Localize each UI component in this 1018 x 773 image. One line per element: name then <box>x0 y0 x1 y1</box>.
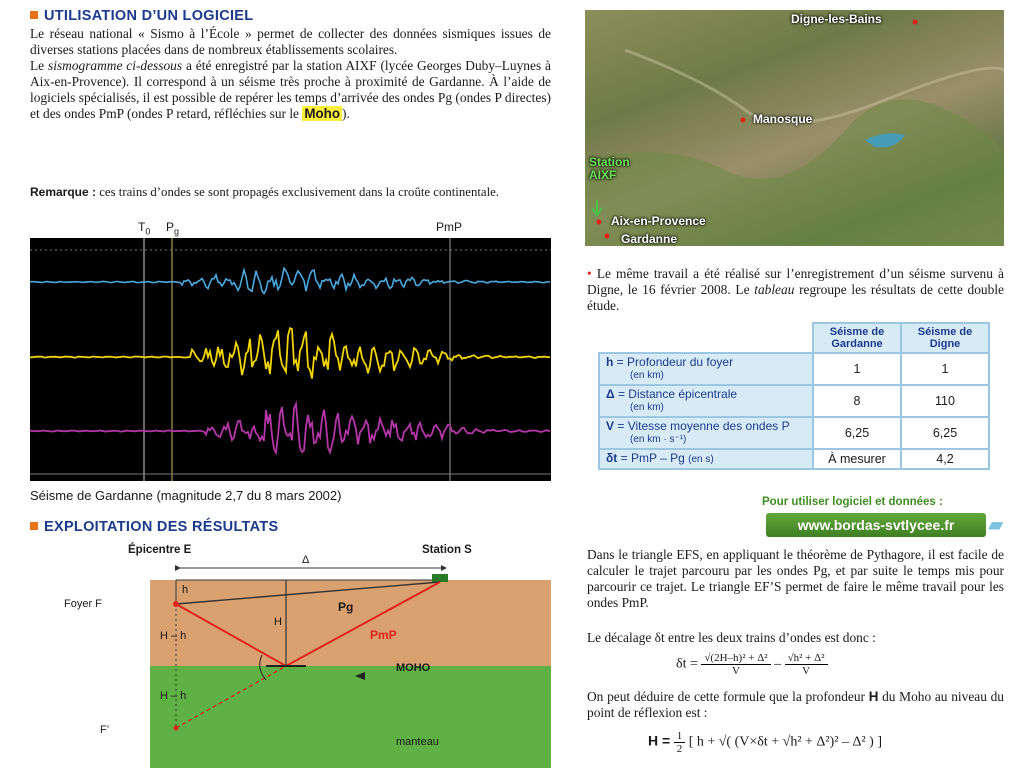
text: Station <box>589 155 630 169</box>
row-unit: (en km) <box>630 370 664 381</box>
row-label-text: = PmP – Pg <box>617 451 685 465</box>
table-row <box>599 385 989 417</box>
link-label: Pour utiliser logiciel et données : <box>762 496 943 508</box>
table-row-label <box>599 385 813 417</box>
website-link[interactable] <box>766 513 986 537</box>
table-cell: 110 <box>901 385 989 417</box>
label-pmp: PmP <box>370 628 397 642</box>
row-label-text: = Distance épicentrale <box>614 387 738 401</box>
fraction-num: 1 <box>674 730 686 743</box>
row-symbol: V <box>606 419 615 433</box>
formula-lhs: δt = <box>676 656 698 672</box>
map-label-station <box>589 156 630 182</box>
seismogram <box>30 238 551 481</box>
pythagore-paragraph: Dans le triangle EFS, en appliquant le théorème de Pythagore, il est facile de calculer le trajet parcouru par les ondes Pg, et par suite le temps mis pour parcourir ce trajet. Le triangle EF’S permet de faire le même travail pour les ondes PmP. <box>587 547 1004 610</box>
fraction-den: V <box>802 665 811 677</box>
bullet-square-icon <box>30 11 38 19</box>
text-emphasis: sismogramme ci-dessous <box>48 58 183 73</box>
laptop-icon: ▰ <box>988 514 1004 536</box>
bullet-square-icon <box>30 522 38 530</box>
table-corner <box>599 323 813 353</box>
table-cell: 6,25 <box>813 417 901 449</box>
table-header-row <box>599 323 989 353</box>
row-unit: (en s) <box>688 454 714 465</box>
marker-pmp: PmP <box>436 220 463 234</box>
label-manteau: manteau <box>396 736 439 748</box>
text-bold: H <box>868 689 879 704</box>
formula-delta-t <box>676 652 828 677</box>
text: Le <box>30 58 49 73</box>
website-link-text[interactable]: www.bordas-svtlycee.fr <box>797 517 955 533</box>
label-station: Station S <box>422 544 472 556</box>
label-foyer: Foyer F <box>64 598 102 610</box>
table-cell: 1 <box>813 353 901 385</box>
text-emphasis: tableau <box>754 282 795 297</box>
intro-paragraphs <box>30 26 551 122</box>
remark-text: ces trains d’ondes se sont propagés exclusivement dans la croûte continentale. <box>96 185 500 199</box>
satellite-map <box>585 10 1004 246</box>
label-moho: MOHO <box>396 662 431 674</box>
section-title-software <box>30 8 253 24</box>
trace-yellow <box>30 328 550 378</box>
map-label-aix: Aix-en-Provence <box>611 214 706 228</box>
label-delta: Δ <box>302 554 310 566</box>
row-symbol: δt <box>606 451 618 465</box>
seismogram-caption: Séisme de Gardanne (magnitude 2,7 du 8 mars 2002) <box>30 488 342 503</box>
fraction <box>785 652 828 677</box>
text: AIXF <box>589 168 617 182</box>
formula-lhs: H = <box>648 732 671 749</box>
label-H-minus-h-mantle: H – h <box>160 690 187 702</box>
table-header-digne: Séisme de Digne <box>901 323 989 353</box>
fraction <box>674 730 686 755</box>
row-label-text: = Vitesse moyenne des ondes P <box>614 419 790 433</box>
trace-blue <box>30 268 550 293</box>
formula-body: [ h + √( (V×δt + √h² + Δ²)² – Δ² ) ] <box>688 734 883 750</box>
label-fprime: F’ <box>100 724 110 736</box>
map-label-manosque: Manosque <box>753 112 813 126</box>
table-row-label <box>599 417 813 449</box>
row-unit: (en km) <box>630 402 664 413</box>
text: ). <box>342 106 350 121</box>
bullet-dot-icon: • <box>587 266 592 281</box>
row-unit: (en km · s⁻¹) <box>630 434 687 445</box>
row-symbol: h <box>606 355 614 369</box>
reflection-diagram <box>30 540 551 768</box>
depth-paragraph <box>587 689 1004 721</box>
results-table <box>598 322 990 470</box>
highlight-moho: Moho <box>304 106 341 121</box>
table-cell: À mesurer <box>813 449 901 469</box>
row-label-text: = Profondeur du foyer <box>613 355 734 369</box>
table-cell: 4,2 <box>901 449 989 469</box>
text: du Moho au niveau du point de réflexion est : <box>587 689 1004 720</box>
table-cell: 6,25 <box>901 417 989 449</box>
fraction-num: √(2H–h)² + Δ² <box>701 652 770 665</box>
offset-paragraph: Le décalage δt entre les deux trains d’ondes est donc : <box>587 630 876 645</box>
table-cell: 1 <box>901 353 989 385</box>
section-title-text: EXPLOITATION DES RÉSULTATS <box>44 519 279 535</box>
section-title-results <box>30 519 278 535</box>
row-symbol: Δ <box>606 387 615 401</box>
table-row-label <box>599 449 813 469</box>
paragraph-seismogram <box>30 58 551 122</box>
table-header-gardanne: Séisme de Gardanne <box>813 323 901 353</box>
fraction-num: √h² + Δ² <box>785 652 828 665</box>
table-row <box>599 449 989 469</box>
text: Le même travail a été réalisé sur l’enregistrement d’un séisme survenu à Digne, le 16 février 2008. Le <box>587 266 1004 297</box>
table-row-label <box>599 353 813 385</box>
section-title-text: UTILISATION D’UN LOGICIEL <box>44 8 254 24</box>
paragraph-network: Le réseau national « Sismo à l’École » permet de collecter des données sismiques issues de diverses stations placées dans de nombreux établissements scolaires. <box>30 26 551 57</box>
table-cell: 8 <box>813 385 901 417</box>
remark <box>30 185 551 200</box>
table-row <box>599 417 989 449</box>
label-h: h <box>182 584 189 596</box>
label-pg: Pg <box>338 600 354 614</box>
seismogram-traces <box>30 238 551 481</box>
label-epicentre: Épicentre E <box>128 544 192 556</box>
trace-purple <box>30 404 550 453</box>
map-label-gardanne: Gardanne <box>621 232 678 246</box>
marker-t0: $T_0$ <box>138 220 151 237</box>
fraction <box>701 652 770 677</box>
table-row <box>599 353 989 385</box>
label-H-minus-h-crust: H – h <box>160 630 187 642</box>
formula-op: – <box>774 656 782 672</box>
digne-intro <box>587 266 1004 314</box>
marker-pg: $P_g$ <box>166 220 180 237</box>
fraction-den: 2 <box>676 743 683 755</box>
text: On peut déduire de cette formule que la profondeur <box>587 689 869 704</box>
map-features <box>585 10 1004 246</box>
remark-label: Remarque : <box>30 185 97 199</box>
fraction-den: V <box>732 665 740 677</box>
text: a été enregistré par la station AIXF (lycée Georges Duby–Luynes à Aix-en-Provence). Il correspond à un séisme très proche à proximité de Gardanne. À l’aide de logiciels spécialisés, il est possible de repérer les temps d’arrivée des ondes Pg (ondes P directes) et des ondes PmP (ondes P retard, réfléchies sur le <box>30 58 551 121</box>
text: regroupe les résultats de cette double étude. <box>587 282 1004 313</box>
map-label-digne: Digne-les-Bains <box>791 12 882 26</box>
label-H: H <box>274 616 282 628</box>
formula-depth <box>648 730 882 755</box>
